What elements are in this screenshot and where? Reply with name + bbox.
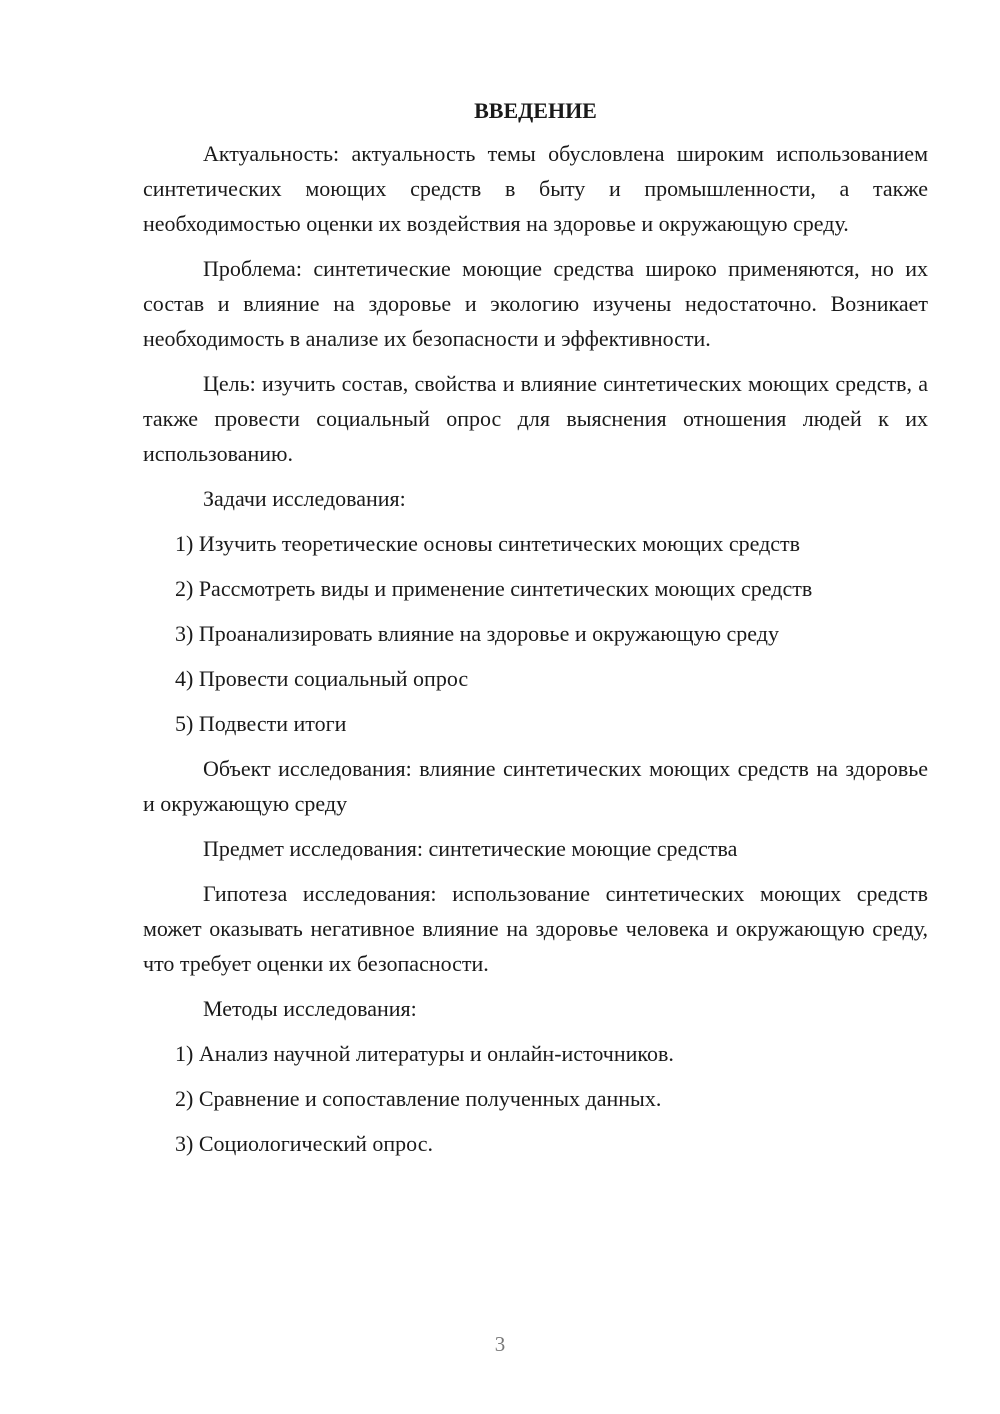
- methods-list: [143, 1036, 928, 1161]
- goal-paragraph: Цель: изучить состав, свойства и влияние синтетических моющих средств, а также провести социальный опрос для выяснения отношения людей к их использованию.: [143, 371, 928, 466]
- section-title: ВВЕДЕНИЕ: [474, 98, 597, 123]
- list-item: 5) Подвести итоги: [175, 711, 347, 736]
- document-page: [143, 96, 928, 1171]
- hypothesis-paragraph: Гипотеза исследования: использование синтетических моющих средств может оказывать негативное влияние на здоровье человека и окружающую среду, что требует оценки их безопасности.: [143, 881, 928, 976]
- relevance-paragraph: Актуальность: актуальность темы обусловлена широким использованием синтетических моющих средств в быту и промышленности, а также необходимостью оценки их воздействия на здоровье и окружающую среду.: [143, 141, 928, 236]
- tasks-list: [143, 526, 928, 741]
- list-item: 1) Изучить теоретические основы синтетических моющих средств: [175, 531, 801, 556]
- list-item: 1) Анализ научной литературы и онлайн-источников.: [175, 1041, 674, 1066]
- list-item: 2) Рассмотреть виды и применение синтетических моющих средств: [175, 576, 813, 601]
- list-item: 2) Сравнение и сопоставление полученных данных.: [175, 1086, 662, 1111]
- list-item: 4) Провести социальный опрос: [175, 666, 469, 691]
- methods-heading: Методы исследования:: [203, 996, 417, 1021]
- page-number: 3: [494, 1332, 506, 1356]
- list-item: 3) Проанализировать влияние на здоровье и окружающую среду: [175, 621, 779, 646]
- tasks-heading: Задачи исследования:: [203, 486, 406, 511]
- object-paragraph: Объект исследования: влияние синтетических моющих средств на здоровье и окружающую среду: [143, 756, 928, 816]
- subject-paragraph: Предмет исследования: синтетические моющие средства: [203, 836, 738, 861]
- problem-paragraph: Проблема: синтетические моющие средства широко применяются, но их состав и влияние на здоровье и экологию изучены недостаточно. Возникает необходимость в анализе их безопасности и эффективности.: [143, 256, 928, 351]
- list-item: 3) Социологический опрос.: [175, 1131, 433, 1156]
